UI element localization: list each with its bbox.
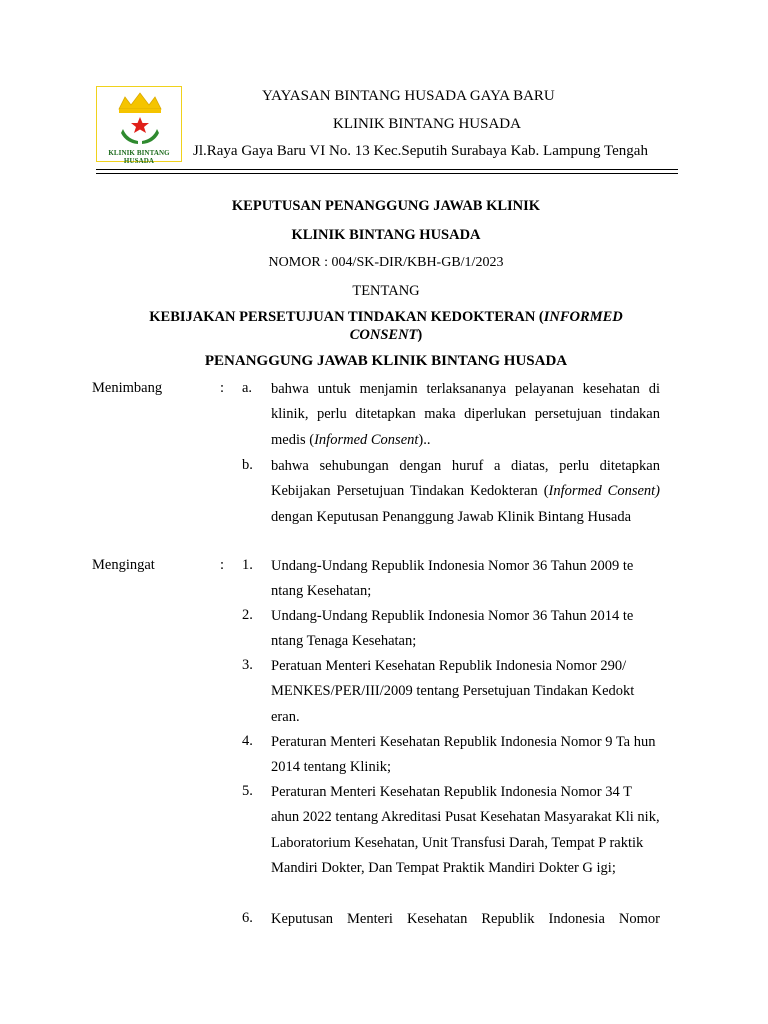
decree-subject — [126, 308, 646, 344]
clinic-name: KLINIK BINTANG HUSADA — [333, 116, 521, 132]
menimbang-item-b — [271, 454, 660, 530]
decree-tentang: TENTANG — [352, 283, 420, 299]
decree-title: KEPUTUSAN PENANGGUNG JAWAB KLINIK — [231, 198, 541, 214]
letterhead-divider-thin — [96, 173, 678, 174]
subject-text: KEBIJAKAN PERSETUJUAN TINDAKAN KEDOKTERAN ( — [149, 309, 544, 325]
subject-italic: INFORMED CONSENT — [349, 309, 623, 343]
mengingat-item-1: Undang-Undang Republik Indonesia Nomor 36 Tahun 2009 te ntang Kesehatan; — [271, 558, 634, 600]
decree-clinic: KLINIK BINTANG HUSADA — [291, 227, 481, 243]
mengingat-item-6: Keputusan Menteri Kesehatan Republik Indonesia Nomor — [271, 911, 660, 927]
mengingat-colon: : — [220, 557, 225, 573]
item-mark: 4. — [242, 733, 253, 749]
foundation-name: YAYASAN BINTANG HUSADA GAYA BARU — [262, 88, 555, 104]
item-mark: b. — [242, 457, 253, 473]
decree-number: NOMOR : 004/SK-DIR/KBH-GB/1/2023 — [268, 255, 504, 270]
item-mark: 6. — [242, 910, 253, 926]
mengingat-item-4: Peraturan Menteri Kesehatan Republik Indonesia Nomor 9 Ta hun 2014 tentang Klinik; — [271, 734, 656, 776]
mengingat-label: Mengingat — [92, 557, 155, 573]
item-text: bahwa sehubungan dengan huruf a diatas, perlu ditetapkan Kebijakan Persetujuan Tindakan Kedokteran ( — [271, 458, 660, 500]
clinic-address: Jl.Raya Gaya Baru VI No. 13 Kec.Seputih Surabaya Kab. Lampung Tengah — [193, 143, 648, 159]
item-mark: 5. — [242, 783, 253, 799]
item-mark: a. — [242, 380, 253, 396]
letterhead-divider-thick — [96, 169, 678, 170]
item-italic: Informed Consent) — [548, 483, 661, 500]
mengingat-item-2: Undang-Undang Republik Indonesia Nomor 36 Tahun 2014 te ntang Tenaga Kesehatan; — [271, 608, 634, 650]
decree-authority: PENANGGUNG JAWAB KLINIK BINTANG HUSADA — [204, 353, 568, 369]
mengingat-item-3: Peratuan Menteri Kesehatan Republik Indonesia Nomor 290/ MENKES/PER/III/2009 tentang Persetujuan Tindakan Kedokt eran. — [271, 658, 635, 725]
item-mark: 2. — [242, 607, 253, 623]
item-mark: 1. — [242, 557, 253, 573]
item-italic: Informed Consent — [314, 431, 419, 448]
item-text: bahwa untuk menjamin terlaksananya pelayanan kesehatan di klinik, perlu ditetapkan maka diperlukan persetujuan tindakan medis ( — [271, 381, 660, 448]
item-text-end: dengan Keputusan Penanggung Jawab Klinik Bintang Husada — [271, 508, 632, 525]
item-mark: 3. — [242, 657, 253, 673]
subject-close: ) — [417, 327, 423, 343]
menimbang-label: Menimbang — [92, 380, 163, 396]
menimbang-colon: : — [220, 380, 225, 396]
clinic-logo — [96, 86, 182, 165]
mengingat-item-5: Peraturan Menteri Kesehatan Republik Indonesia Nomor 34 T ahun 2022 tentang Akreditasi Pusat Kesehatan Masyarakat Kli nik, Laboratorium Kesehatan, Unit Transfusi Darah, Tempat P raktik Mandiri Dokter, Dan Tempat Praktik Mandiri Dokter G igi; — [271, 784, 660, 876]
menimbang-item-a — [271, 377, 660, 453]
item-text-end: ).. — [418, 431, 431, 448]
logo-caption: KLINIK BINTANG HUSADA — [108, 149, 170, 165]
